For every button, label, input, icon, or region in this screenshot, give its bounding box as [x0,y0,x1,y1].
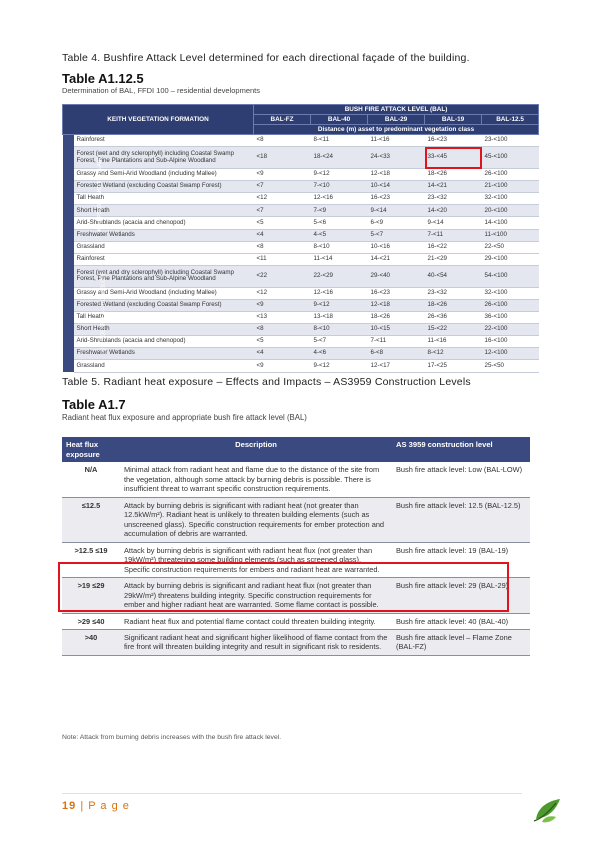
distance-cell: 18-<24 [311,147,368,169]
heat-flux-cell: >29 ≤40 [62,613,120,629]
highlighted-distance-cell: 33-<45 [425,147,482,169]
vegetation-cell: Arid-Shrublands (acacia and chenopod) [74,217,254,229]
construction-level-cell: Bush fire attack level – Flame Zone (BAL-FZ) [392,630,530,656]
distance-cell: <18 [254,147,311,169]
distance-cell: <8 [254,135,311,147]
distance-cell: 9-<12 [311,299,368,311]
distance-cell: 11-<14 [311,253,368,265]
bal-column-header: BAL-12.5 [482,115,539,125]
distance-cell: <12 [254,287,311,299]
distance-cell: 23-<100 [482,135,539,147]
table-row [63,193,539,205]
distance-cell: 18-<26 [368,312,425,324]
distance-cell: 18-<26 [425,299,482,311]
distance-cell: 5-<7 [368,229,425,241]
distance-header: Distance (m) asset to predominant vegetation class [254,125,539,135]
distance-cell: 10-<16 [368,241,425,253]
distance-cell: 24-<33 [368,147,425,169]
distance-cell: 26-<100 [482,169,539,181]
table-row [63,181,539,193]
footer-divider [62,793,522,794]
page-number-value: 19 [62,800,77,812]
group1-slope-label-text: ALL UPSLOPE AND FLAT LAND [96,156,103,233]
distance-cell: 12-<18 [368,169,425,181]
table-row [62,497,530,542]
description-cell: Significant radiant heat and significant higher likelihood of flame contact from the fire front will threaten building integrity and result in significant risk to residents. [120,630,392,656]
distance-cell: 32-<100 [482,287,539,299]
vegetation-cell: Forested Wetland (excluding Coastal Swamp Forest) [74,299,254,311]
heat-flux-cell: >12.5 ≤19 [62,542,120,577]
distance-cell: 4-<6 [311,348,368,360]
heat-flux-cell: >40 [62,630,120,656]
distance-cell: 5-<6 [311,217,368,229]
distance-cell: <8 [254,324,311,336]
company-leaf-logo [530,795,564,825]
table1-title: Table A1.12.5 [62,71,144,86]
distance-cell: 16-<23 [368,193,425,205]
distance-cell: <22 [254,265,311,287]
distance-cell: 29-<40 [368,265,425,287]
distance-cell: 7-<11 [425,229,482,241]
table2-subtitle: Radiant heat flux exposure and appropriate bush fire attack level (BAL) [62,413,307,422]
distance-cell: 16-<22 [425,241,482,253]
distance-cell: 12-<100 [482,348,539,360]
description-cell: Attack by burning debris is significant with radiant heat flux (not greater than 19kW/m²) threatening some building elements (such as screened glass). Specific construction requirements for embers and radiant heat are warranted. [120,542,392,577]
vegetation-cell: Short Heath [74,324,254,336]
bal-column-header: BAL-FZ [254,115,311,125]
vegetation-cell: Arid-Shrublands (acacia and chenopod) [74,336,254,348]
table-row [63,169,539,181]
distance-cell: 12-<16 [311,193,368,205]
vegetation-cell: Forest (wet and dry sclerophyll) including Coastal Swamp Forest, Pine Plantations and Sub-Alpine Woodland [74,265,254,287]
distance-cell: <7 [254,205,311,217]
description-cell: Radiant heat flux and potential flame contact could threaten building integrity. [120,613,392,629]
description-cell: Attack by burning debris is significant and radiant heat flux (not greater than 29kW/m²) threatens building integrity. Specific construction requirements for ember and higher radiant heat are warranted. Some flame contact is possible. [120,578,392,613]
bal19-row-highlight [58,562,509,612]
bal-column-header: BAL-19 [425,115,482,125]
distance-cell: 22-<29 [311,265,368,287]
distance-cell: <8 [254,241,311,253]
distance-cell: 25-<50 [482,360,539,372]
heat-flux-cell: >19 ≤29 [62,578,120,613]
table-row [62,613,530,629]
distance-cell: 26-<36 [425,312,482,324]
bal-header: BUSH FIRE ATTACK LEVEL (BAL) [254,105,539,115]
group2-slope-label-text: >0 to 5 DEGREES – DOWNSLOPE [99,271,106,354]
distance-cell: <9 [254,360,311,372]
vegetation-cell: Short Heath [74,205,254,217]
table-row [63,336,539,348]
distance-cell: 26-<100 [482,299,539,311]
table4-caption: Table 4. Bushfire Attack Level determined for each directional façade of the building. [62,52,470,64]
heat-flux-cell: ≤12.5 [62,497,120,542]
distance-cell: 11-<100 [482,229,539,241]
distance-cell: 21-<29 [425,253,482,265]
construction-level-cell: Bush fire attack level: 19 (BAL-19) [392,542,530,577]
bal-column-header: BAL-29 [368,115,425,125]
distance-cell: 18-<26 [425,169,482,181]
table-row [62,462,530,497]
distance-cell: 10-<15 [368,324,425,336]
table-row [62,630,530,656]
table5-caption: Table 5. Radiant heat exposure – Effects and Impacts – AS3959 Construction Levels [62,376,471,388]
distance-cell: 12-<18 [368,299,425,311]
distance-cell: 14-<21 [368,253,425,265]
distance-cell: 11-<16 [368,135,425,147]
distance-cell: <5 [254,217,311,229]
distance-cell: <4 [254,229,311,241]
page-label: P a g e [88,800,130,812]
distance-cell: <9 [254,169,311,181]
table-row [63,135,539,147]
heat-flux-header: Heat flux exposure [62,437,120,462]
distance-cell: 9-<14 [425,217,482,229]
bal-distance-table [62,104,539,373]
table-row [63,253,539,265]
construction-level-header: AS 3959 construction level [392,437,530,462]
vegetation-cell: Rainforest [74,253,254,265]
distance-cell: 15-<22 [425,324,482,336]
distance-cell: <4 [254,348,311,360]
vegetation-cell: Forest (wet and dry sclerophyll) including Coastal Swamp Forest, Pine Plantations and Sub-Alpine Woodland [74,147,254,169]
distance-cell: <7 [254,181,311,193]
vegetation-cell: Tall Heath [74,193,254,205]
vegetation-cell: Rainforest [74,135,254,147]
distance-cell: 22-<100 [482,324,539,336]
distance-cell: 11-<16 [425,336,482,348]
distance-cell: 23-<32 [425,287,482,299]
vegetation-cell: Grassland [74,360,254,372]
distance-cell: 7-<9 [311,205,368,217]
distance-cell: 7-<10 [311,181,368,193]
distance-cell: 17-<25 [425,360,482,372]
distance-cell: 4-<5 [311,229,368,241]
vegetation-cell: Grassy and Semi-Arid Woodland (including Mallee) [74,287,254,299]
distance-cell: 6-<9 [368,217,425,229]
distance-cell: 16-<23 [368,287,425,299]
distance-cell: 14-<100 [482,217,539,229]
table2-title: Table A1.7 [62,397,126,412]
description-header: Description [120,437,392,462]
table-row [63,360,539,372]
vegetation-cell: Grassy and Semi-Arid Woodland (including Mallee) [74,169,254,181]
construction-level-cell: Bush fire attack level: 29 (BAL-29) [392,578,530,613]
radiant-heat-table [62,437,530,656]
description-cell: Attack by burning debris is significant with radiant heat (not greater than 12.5kW/m²). Radiant heat is unlikely to threaten building elements (such as unscreened glass). Specific construction requirements for ember protection and accumulation of debris are warranted. [120,497,392,542]
distance-cell: <12 [254,193,311,205]
heat-flux-cell: N/A [62,462,120,497]
distance-cell: 16-<100 [482,336,539,348]
distance-cell: 8-<10 [311,324,368,336]
vegetation-cell: Forested Wetland (excluding Coastal Swamp Forest) [74,181,254,193]
distance-cell: 8-<10 [311,241,368,253]
bal-column-header: BAL-40 [311,115,368,125]
distance-cell: 7-<11 [368,336,425,348]
distance-cell: 21-<100 [482,181,539,193]
table2-note: Note: Attack from burning debris increases with the bush fire attack level. [62,734,282,741]
distance-cell: 9-<12 [311,169,368,181]
table-row [63,299,539,311]
distance-cell: <11 [254,253,311,265]
distance-cell: 13-<18 [311,312,368,324]
vegetation-cell: Grassland [74,241,254,253]
construction-level-cell: Bush fire attack level: 12.5 (BAL-12.5) [392,497,530,542]
distance-cell: 32-<100 [482,193,539,205]
distance-cell: 40-<54 [425,265,482,287]
distance-cell: 10-<14 [368,181,425,193]
construction-level-cell: Bush fire attack level: Low (BAL-LOW) [392,462,530,497]
distance-cell: 12-<16 [311,287,368,299]
construction-level-cell: Bush fire attack level: 40 (BAL-40) [392,613,530,629]
vegetation-cell: Freshwater Wetlands [74,229,254,241]
table-row [63,287,539,299]
distance-cell: 14-<20 [425,205,482,217]
distance-cell: <5 [254,336,311,348]
distance-cell: <9 [254,299,311,311]
distance-cell: 8-<11 [311,135,368,147]
table-row [63,312,539,324]
distance-cell: <13 [254,312,311,324]
vegetation-cell: Freshwater Wetlands [74,348,254,360]
distance-cell: 23-<32 [425,193,482,205]
distance-cell: 6-<8 [368,348,425,360]
distance-cell: 20-<100 [482,205,539,217]
vegetation-header: KEITH VEGETATION FORMATION [63,105,254,135]
vegetation-cell: Tall Heath [74,312,254,324]
distance-cell: 12-<17 [368,360,425,372]
table-row [63,147,539,169]
table-row [63,241,539,253]
table-row [63,205,539,217]
distance-cell: 9-<14 [368,205,425,217]
distance-cell: 9-<12 [311,360,368,372]
table-row [63,265,539,287]
table-row [63,324,539,336]
distance-cell: 54-<100 [482,265,539,287]
page-number [62,800,130,812]
table1-subtitle: Determination of BAL, FFDI 100 – residential developments [62,86,261,95]
distance-cell: 5-<7 [311,336,368,348]
table-row [63,229,539,241]
distance-cell: 29-<100 [482,253,539,265]
distance-cell: 22-<50 [482,241,539,253]
distance-cell: 16-<23 [425,135,482,147]
distance-cell: 45-<100 [482,147,539,169]
distance-cell: 14-<21 [425,181,482,193]
distance-cell: 8-<12 [425,348,482,360]
description-cell: Minimal attack from radiant heat and flame due to the distance of the site from the vegetation, although some attack by burning debris is possible. There is insufficient threat to warrant specific construction requirements. [120,462,392,497]
distance-cell: 36-<100 [482,312,539,324]
table-row [63,217,539,229]
page-separator: | [80,800,85,812]
table-row [63,348,539,360]
